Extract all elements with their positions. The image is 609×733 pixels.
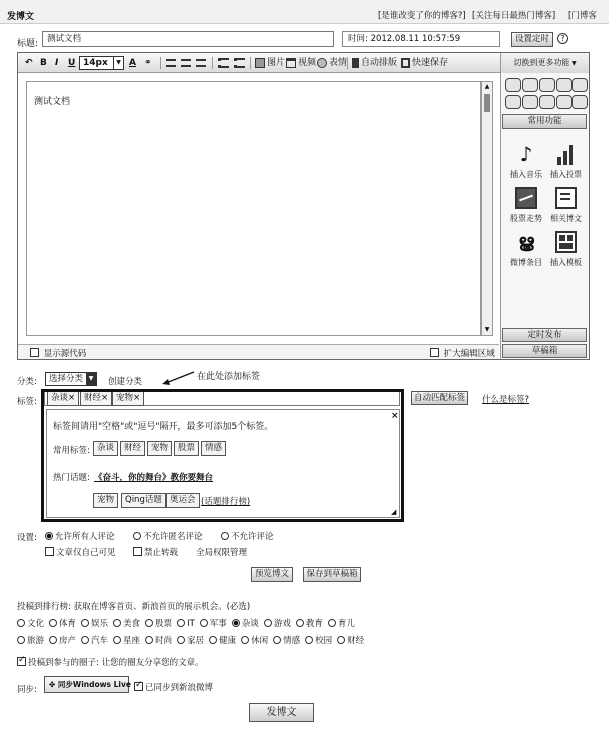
ranking-category-label: 健康	[219, 636, 237, 646]
radio-no-anonymous[interactable]	[133, 532, 141, 540]
ranking-category-label: 美食	[123, 619, 141, 629]
emoticon-angry-icon[interactable]	[522, 78, 538, 92]
weibo-item-label[interactable]: 微博条目	[510, 258, 542, 267]
bar-chart-icon[interactable]	[555, 143, 577, 165]
show-source-label: 显示源代码	[43, 349, 87, 359]
common-tag-option[interactable]: 宠物	[147, 441, 172, 456]
circle-checkbox[interactable]	[17, 657, 26, 666]
emoticon-laugh-icon[interactable]	[539, 78, 555, 92]
ranking-category-label: 文化	[27, 619, 45, 629]
ranking-radio[interactable]	[209, 636, 217, 644]
circle-label: 投稿到参与的圈子: 让您的圈友分享您的文章。	[28, 658, 204, 668]
auto-match-tags-button[interactable]: 自动匹配标签	[411, 391, 468, 405]
tag-chip[interactable]: 财经×	[80, 391, 112, 406]
show-source-option[interactable]	[30, 347, 86, 359]
header-link-who-changed[interactable]: [是谁改变了你的博客?]	[378, 11, 466, 21]
ranking-category-option[interactable]	[296, 617, 323, 629]
font-color-button[interactable]: A	[129, 58, 136, 68]
privacy-management-link[interactable]: 全局权限管理	[196, 548, 248, 558]
auto-layout-icon[interactable]	[352, 58, 359, 68]
emoticon-question-icon[interactable]	[539, 95, 555, 109]
ranking-category-option[interactable]	[328, 617, 355, 629]
scroll-down-icon[interactable]: ▼	[484, 326, 490, 333]
create-category-link[interactable]: 创建分类	[108, 377, 143, 387]
sync-label: 同步:	[17, 685, 37, 695]
toolbar-divider	[160, 57, 161, 69]
video-button[interactable]: 视频	[298, 58, 317, 68]
comment-option-none[interactable]	[221, 530, 274, 542]
radio-label: 允许所有人评论	[55, 532, 115, 542]
ranking-radio[interactable]	[296, 619, 304, 627]
align-right-icon[interactable]	[196, 59, 206, 67]
chevron-down-icon: ▼	[571, 60, 577, 67]
undo-icon[interactable]: ↶	[25, 58, 33, 68]
ranking-radio[interactable]	[81, 636, 89, 644]
category-label: 分类:	[17, 377, 37, 387]
emoticon-button[interactable]: 表情	[329, 58, 348, 68]
publish-button[interactable]: 发博文	[249, 703, 314, 722]
circle-option[interactable]	[17, 656, 204, 668]
ranking-category-option[interactable]	[49, 634, 76, 646]
ranking-radio[interactable]	[17, 636, 25, 644]
ranking-radio[interactable]	[337, 636, 345, 644]
ranking-radio[interactable]	[145, 619, 153, 627]
ranking-category-option[interactable]	[232, 617, 259, 629]
tag-chip[interactable]: 杂谈×	[47, 391, 79, 406]
emoticon-cat-icon[interactable]	[572, 78, 588, 92]
ranking-category-label: 休闲	[251, 636, 269, 646]
editor-footer	[18, 344, 499, 359]
ranking-category-option[interactable]	[145, 634, 172, 646]
radio-label: 不允许评论	[231, 532, 274, 542]
topic-tag-option[interactable]: Qing话题	[121, 493, 166, 508]
toolbar-divider	[250, 57, 251, 69]
radio-label: 不允许匿名评论	[143, 532, 203, 542]
document-pen-icon[interactable]	[555, 187, 577, 209]
time-box	[342, 31, 500, 47]
drafts-tab[interactable]: 草稿箱	[502, 344, 587, 358]
ranking-radio[interactable]	[200, 619, 208, 627]
save-disk-icon[interactable]	[401, 58, 410, 68]
ranking-category-label: 星座	[123, 636, 141, 646]
ranking-radio[interactable]	[241, 636, 249, 644]
ranking-category-label: 校园	[315, 636, 333, 646]
weibo-sync-option[interactable]	[134, 681, 213, 693]
expand-icon[interactable]	[430, 348, 439, 357]
scroll-up-icon[interactable]: ▲	[484, 83, 490, 90]
category-select[interactable]	[45, 372, 97, 386]
related-posts-label[interactable]: 相关博文	[550, 214, 582, 223]
ranking-category-option[interactable]	[145, 617, 172, 629]
ranking-radio[interactable]	[273, 636, 281, 644]
ranking-radio[interactable]	[232, 619, 240, 627]
show-source-checkbox[interactable]	[30, 348, 39, 357]
self-visible-option[interactable]	[45, 546, 116, 558]
checkbox-label: 文章仅自己可见	[56, 548, 116, 558]
emoticon-bear-icon[interactable]	[556, 95, 572, 109]
ranking-category-option[interactable]	[209, 634, 236, 646]
ranking-category-option[interactable]	[17, 617, 44, 629]
link-icon[interactable]: ⚭	[144, 58, 152, 68]
font-size-select[interactable]	[79, 56, 124, 70]
emoticon-more-icon[interactable]	[572, 95, 588, 109]
ranking-category-label: 股票	[155, 619, 173, 629]
image-button[interactable]: 图片	[267, 58, 286, 68]
ranking-radio[interactable]	[177, 619, 185, 627]
music-note-icon[interactable]: ♪	[519, 142, 533, 166]
ranking-category-label: 旅游	[27, 636, 45, 646]
hot-topics-label: 热门话题:	[53, 473, 90, 483]
ranking-category-option[interactable]	[177, 619, 195, 629]
set-schedule-button[interactable]: 设置定时	[511, 32, 553, 47]
common-tag-option[interactable]: 股票	[174, 441, 199, 456]
hot-topic-link[interactable]: 《奋斗，你的舞台》教你要舞台	[94, 473, 214, 483]
smiley-icon[interactable]	[317, 58, 327, 68]
more-features-label: 切换到更多功能	[513, 58, 570, 67]
category-select-value: 选择分类	[49, 374, 84, 384]
windows-live-label: 同步Windows Live	[57, 680, 131, 689]
ranking-radio[interactable]	[113, 619, 121, 627]
time-label: 时间:	[348, 34, 368, 44]
ranking-radio[interactable]	[145, 636, 153, 644]
ranking-category-label: 军事	[209, 619, 227, 629]
comment-option-all[interactable]	[45, 530, 115, 542]
editor-scrollbar[interactable]	[481, 81, 493, 336]
title-label: 标题:	[17, 39, 39, 49]
weibo-sync-checkbox[interactable]	[134, 682, 143, 691]
no-repost-checkbox[interactable]	[133, 547, 142, 556]
tags-label: 标签:	[17, 397, 37, 407]
tag-chip[interactable]: 宠物×	[112, 391, 144, 406]
ranking-category-label: 时尚	[155, 636, 173, 646]
topic-ranking-link[interactable]: (话题排行榜)	[201, 497, 251, 507]
expand-area-option[interactable]	[430, 347, 495, 359]
no-repost-option[interactable]	[133, 546, 178, 558]
editor-area[interactable]	[26, 81, 481, 336]
ranking-category-label: 杂谈	[241, 619, 259, 629]
ranking-category-option[interactable]	[17, 634, 44, 646]
ranking-category-label: 房产	[59, 636, 77, 646]
insert-template-label[interactable]: 插入模板	[550, 258, 582, 267]
common-tag-option[interactable]: 财经	[120, 441, 145, 456]
scroll-thumb[interactable]	[484, 94, 490, 112]
checkbox-label: 禁止转载	[144, 548, 179, 558]
title-input[interactable]	[42, 31, 334, 47]
annotation-text: 在此处添加标签	[197, 372, 261, 382]
video-icon[interactable]	[286, 58, 296, 68]
auto-layout-button[interactable]: 自动排版	[361, 58, 398, 68]
ranking-category-option[interactable]	[177, 634, 204, 646]
page-title: 发博文	[7, 12, 35, 22]
ranking-radio[interactable]	[177, 636, 185, 644]
underline-button[interactable]: U	[68, 58, 76, 68]
ranking-category-option[interactable]	[81, 634, 108, 646]
ranking-category-label: 情感	[283, 636, 301, 646]
ranking-radio[interactable]	[264, 619, 272, 627]
weibo-icon[interactable]: ൠ	[518, 231, 534, 252]
tag-popup-hint: 标签间请用"空格"或"逗号"隔开，最多可添加5个标签。	[53, 422, 274, 432]
what-is-tag-link[interactable]: 什么是标签?	[482, 395, 530, 405]
topic-tag-option[interactable]: 奥运会	[166, 493, 200, 508]
ranking-row-1	[17, 617, 577, 629]
common-tag-option[interactable]: 杂谈	[93, 441, 118, 456]
align-left-icon[interactable]	[166, 59, 176, 67]
ranking-intro: 投稿到排行榜: 获取在博客首页、新浪首页的展示机会。(必选)	[17, 602, 251, 612]
insert-music-label[interactable]: 插入音乐	[510, 170, 542, 179]
bold-button[interactable]: B	[40, 58, 47, 68]
ranking-category-label: 教育	[305, 619, 323, 629]
ranking-radio[interactable]	[49, 636, 57, 644]
ranking-category-label: 体育	[59, 619, 77, 629]
ranking-category-label: 汽车	[91, 636, 109, 646]
image-icon[interactable]	[255, 58, 265, 68]
ranking-category-option[interactable]	[305, 634, 332, 646]
template-icon[interactable]	[555, 231, 577, 253]
windows-live-sync-button[interactable]	[44, 676, 129, 693]
radio-allow-all[interactable]	[45, 532, 53, 540]
annotation-arrow	[160, 370, 196, 386]
time-value: 2012.08.11 10:57:59	[370, 34, 461, 44]
timed-publish-tab[interactable]: 定时发布	[502, 328, 587, 342]
stock-chart-icon[interactable]	[515, 187, 537, 209]
editor-content[interactable]: 测试文档	[34, 97, 71, 107]
expand-area-label: 扩大编辑区域	[443, 349, 495, 359]
ranking-category-option[interactable]	[113, 634, 140, 646]
italic-button[interactable]: I	[55, 58, 59, 68]
common-features-tab[interactable]: 常用功能	[502, 114, 587, 129]
preview-button[interactable]: 预览博文	[251, 567, 293, 582]
ranking-radio[interactable]	[113, 636, 121, 644]
more-features-tab[interactable]	[500, 53, 589, 73]
common-tags-label: 常用标签:	[53, 446, 90, 456]
bullet-list-icon[interactable]	[234, 58, 245, 68]
ranking-category-option[interactable]	[81, 617, 108, 629]
ranking-category-label: 游戏	[273, 619, 291, 629]
align-center-icon[interactable]	[181, 59, 191, 67]
ranking-category-option[interactable]	[273, 634, 300, 646]
weibo-sync-label: 已同步到新浪微博	[145, 683, 214, 693]
ranking-category-option[interactable]	[241, 634, 268, 646]
ranking-category-option[interactable]	[264, 617, 291, 629]
ranking-radio[interactable]	[17, 619, 25, 627]
ranking-radio[interactable]	[49, 619, 57, 627]
toolbar-divider	[212, 57, 213, 69]
header-link-more[interactable]: [门博客	[568, 11, 597, 21]
font-size-value: 14px	[83, 58, 108, 68]
ranking-category-label: 育儿	[337, 619, 355, 629]
numbered-list-icon[interactable]	[218, 58, 229, 68]
emoticon-shock-icon[interactable]	[522, 95, 538, 109]
chevron-down-icon: ▼	[113, 57, 123, 69]
header-link-hot-blogs[interactable]: [关注每日最热门博客]	[472, 11, 556, 21]
comment-option-no-anon[interactable]	[133, 530, 203, 542]
ranking-category-label: 娱乐	[91, 619, 109, 629]
ranking-category-option[interactable]	[337, 634, 364, 646]
title-input-value: 测试文档	[47, 34, 82, 44]
ranking-radio[interactable]	[328, 619, 336, 627]
help-icon[interactable]: ?	[557, 33, 568, 44]
quick-save-button[interactable]: 快速保存	[412, 58, 449, 68]
toolbar-divider	[347, 57, 348, 69]
common-tag-option[interactable]: 情感	[201, 441, 226, 456]
ranking-radio[interactable]	[305, 636, 313, 644]
emoticon-cry-icon[interactable]	[505, 95, 521, 109]
resize-handle-icon[interactable]: ◢	[391, 508, 397, 516]
chevron-down-icon: ▼	[86, 373, 96, 385]
ranking-category-option[interactable]	[200, 617, 227, 629]
ranking-category-label: IT	[187, 619, 195, 629]
close-icon[interactable]: ×	[391, 411, 399, 421]
settings-label: 设置:	[17, 533, 37, 543]
ranking-category-label: 家居	[187, 636, 205, 646]
emoticon-pig-icon[interactable]	[556, 78, 572, 92]
self-visible-checkbox[interactable]	[45, 547, 54, 556]
stock-trend-label[interactable]: 股票走势	[510, 214, 542, 223]
ranking-category-label: 财经	[347, 636, 365, 646]
ranking-category-option[interactable]	[49, 617, 76, 629]
topic-tag-option[interactable]: 宠物	[93, 493, 118, 508]
windows-live-icon: ✤	[49, 680, 56, 689]
ranking-category-option[interactable]	[113, 617, 140, 629]
insert-vote-label[interactable]: 插入投票	[550, 170, 582, 179]
emoticon-smile-icon[interactable]	[505, 78, 521, 92]
ranking-radio[interactable]	[81, 619, 89, 627]
radio-no-comment[interactable]	[221, 532, 229, 540]
save-draft-button[interactable]: 保存到草稿箱	[303, 567, 361, 582]
ranking-row-2	[17, 634, 577, 646]
